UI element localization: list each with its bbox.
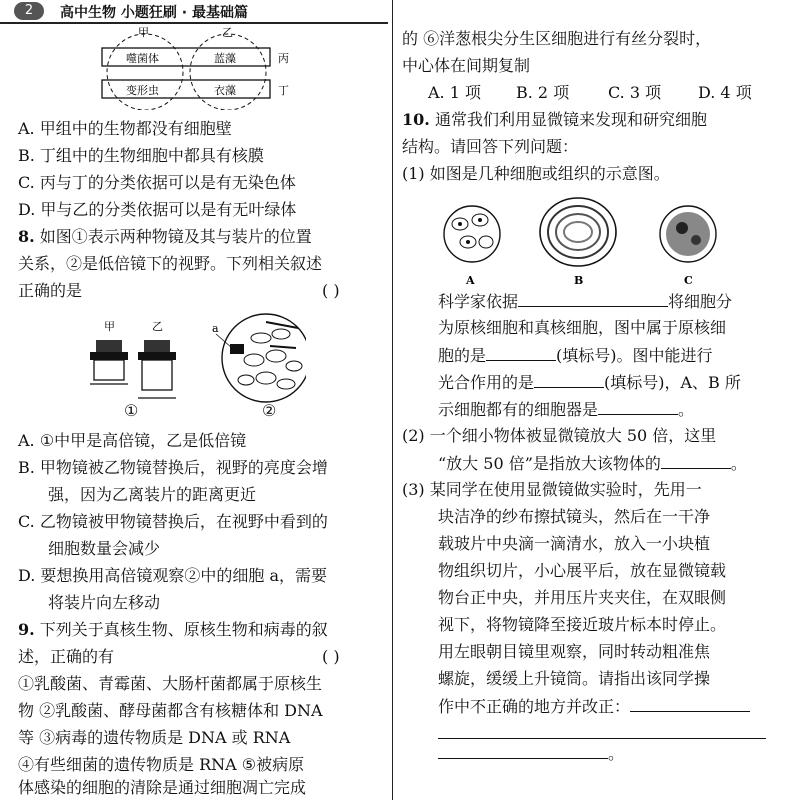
q9-number: 9. xyxy=(18,620,35,639)
q10-sub1-line2: 为原核细胞和真核细胞，图中属于原核细 xyxy=(438,318,727,337)
q10-sub2-line1: (2) 一个细小物体被显微镜放大 50 倍，这里 xyxy=(402,426,717,445)
q10-sub1-line4: 光合作用的是 (填标号)，A、B 所 xyxy=(438,369,741,396)
q10-sub3-line1: (3) 某同学在使用显微镜做实验时，先用一 xyxy=(402,480,702,499)
q8-option-a[interactable]: A. ①中甲是高倍镜，乙是低倍镜 xyxy=(18,431,247,450)
classification-figure xyxy=(100,26,300,110)
fig-cell-label-a: A xyxy=(466,274,475,287)
q9-statement-cont2: 中心体在间期复制 xyxy=(402,56,531,75)
q7-option-d[interactable]: D. 甲与乙的分类依据可以是有无叶绿体 xyxy=(18,200,297,219)
q7-option-b[interactable]: B. 丁组中的生物细胞中都具有核膜 xyxy=(18,146,264,165)
q10-sub3-line5: 物台正中央，并用压片夹夹住，在双眼侧 xyxy=(438,588,727,607)
fig-cell-cyanobacteria: 蓝藻 xyxy=(214,52,236,65)
cells-figure xyxy=(438,192,738,288)
fig-cell-chlamydomonas: 衣藻 xyxy=(214,84,236,97)
q8-answer-paren[interactable]: ( ) xyxy=(322,281,340,300)
q8-option-d-line2: 将装片向左移动 xyxy=(48,593,161,612)
q8-stem-line1: 8. 如图①表示两种物镜及其与装片的位置 xyxy=(18,227,312,246)
q8-option-b-line1[interactable]: B. 甲物镜被乙物镜替换后，视野的亮度会增 xyxy=(18,458,328,477)
q10-sub3-line9: 作中不正确的地方并改正： xyxy=(438,693,750,720)
q9-option-a[interactable]: A. 1 项 xyxy=(428,83,481,102)
q10-stem-line2: 结构。请回答下列问题： xyxy=(402,137,579,156)
q9-answer-paren[interactable]: ( ) xyxy=(322,647,340,666)
q10-stem-line1: 10. 通常我们利用显微镜来发现和研究细胞 xyxy=(402,110,707,129)
q8-number: 8. xyxy=(18,227,35,246)
q9-statement-cont1: 的 ⑥洋葱根尖分生区细胞进行有丝分裂时， xyxy=(402,29,712,48)
fig-label-yi: 乙 xyxy=(222,26,233,39)
blank-prokaryote-label[interactable] xyxy=(486,342,556,361)
q9-statement-line5: 等 ③病毒的遗传物质是 DNA 或 RNA xyxy=(18,728,291,747)
q9-stem-line2: 述，正确的有 xyxy=(18,647,115,666)
q10-sub3-line3: 载玻片中央滴一滴清水，放入一小块植 xyxy=(438,534,711,553)
q8-option-c-line1[interactable]: C. 乙物镜被甲物镜替换后，在视野中看到的 xyxy=(18,512,328,531)
q9-statement-line6: ④有些细菌的遗传物质是 RNA ⑤被病原 xyxy=(18,755,305,774)
blank-classification-basis[interactable] xyxy=(518,288,668,307)
q10-sub3-line6: 视下，将物镜降至接近玻片标本时停止。 xyxy=(438,615,727,634)
q9-option-b[interactable]: B. 2 项 xyxy=(516,83,570,102)
q10-sub3-line4: 物组织切片，小心展平后，放在显微镜载 xyxy=(438,561,727,580)
blank-magnification[interactable] xyxy=(661,450,731,469)
q10-sub1-line3: 胞的是 (填标号)。图中能进行 xyxy=(438,342,713,369)
q10-sub1-line5: 示细胞都有的细胞器是 。 xyxy=(438,396,694,423)
q9-statement-line3: ①乳酸菌、青霉菌、大肠杆菌都属于原核生 xyxy=(18,674,323,693)
blank-photosynthesis-label[interactable] xyxy=(534,369,604,388)
fig-cell-a-label: a xyxy=(212,322,219,335)
page-header xyxy=(0,0,388,24)
q9-statement-line7: 体感染的细胞的清除是通过细胞凋亡完成 xyxy=(18,778,307,797)
fig-label-ding: 丁 xyxy=(278,84,289,97)
fig-label-jia: 甲 xyxy=(138,26,149,39)
fig-objective-yi: 乙 xyxy=(152,320,163,333)
q8-stem-line2: 关系，②是低倍镜下的视野。下列相关叙述 xyxy=(18,254,323,273)
blank-shared-organelle[interactable] xyxy=(598,396,678,415)
fig-cell-label-c: C xyxy=(684,274,693,287)
q7-option-a[interactable]: A. 甲组中的生物都没有细胞壁 xyxy=(18,119,232,138)
fig-label-bing: 丙 xyxy=(278,52,289,65)
q9-statement-line4: 物 ②乳酸菌、酵母菌都含有核糖体和 DNA xyxy=(18,701,323,720)
q10-sub3-line2: 块洁净的纱布擦拭镜头，然后在一干净 xyxy=(438,507,711,526)
fig-cell-phage: 噬菌体 xyxy=(126,52,159,65)
q10-number: 10. xyxy=(402,110,430,129)
q10-sub3-line11: 。 xyxy=(438,740,624,767)
objectives-figure xyxy=(84,318,194,400)
field-of-view-figure xyxy=(206,308,306,404)
blank-correction-2[interactable] xyxy=(438,738,766,739)
page-number-badge: 2 xyxy=(14,2,44,20)
q8-option-b-line2: 强，因为乙离装片的距离更近 xyxy=(48,485,257,504)
q10-sub3-line8: 螺旋，缓缓上升镜筒。请指出该同学操 xyxy=(438,669,711,688)
blank-correction-1[interactable] xyxy=(630,693,750,712)
q8-option-c-line2: 细胞数量会减少 xyxy=(48,539,161,558)
q10-sub2-line2: “放大 50 倍”是指放大该物体的 。 xyxy=(438,450,747,477)
figure-caption-1: ① xyxy=(124,401,139,420)
figure-caption-2: ② xyxy=(262,401,277,420)
fig-cell-label-b: B xyxy=(574,274,584,287)
q9-option-d[interactable]: D. 4 项 xyxy=(698,83,752,102)
blank-correction-3[interactable] xyxy=(438,740,608,759)
column-divider xyxy=(392,0,393,800)
q8-option-d-line1[interactable]: D. 要想换用高倍镜观察②中的细胞 a，需要 xyxy=(18,566,328,585)
q10-sub1-line1: 科学家依据 将细胞分 xyxy=(438,288,732,315)
fig-cell-amoeba: 变形虫 xyxy=(126,84,159,97)
page-header-title: 高中生物 小题狂刷 · 最基础篇 xyxy=(60,5,248,21)
q9-stem-line1: 9. 下列关于真核生物、原核生物和病毒的叙 xyxy=(18,620,328,639)
q8-stem-line3: 正确的是 xyxy=(18,281,83,300)
q7-option-c[interactable]: C. 丙与丁的分类依据可以是有无染色体 xyxy=(18,173,296,192)
q10-sub1-intro: (1) 如图是几种细胞或组织的示意图。 xyxy=(402,164,670,183)
fig-objective-jia: 甲 xyxy=(104,320,115,333)
q10-sub3-line7: 用左眼朝目镜里观察，同时转动粗准焦 xyxy=(438,642,711,661)
q9-option-c[interactable]: C. 3 项 xyxy=(608,83,662,102)
